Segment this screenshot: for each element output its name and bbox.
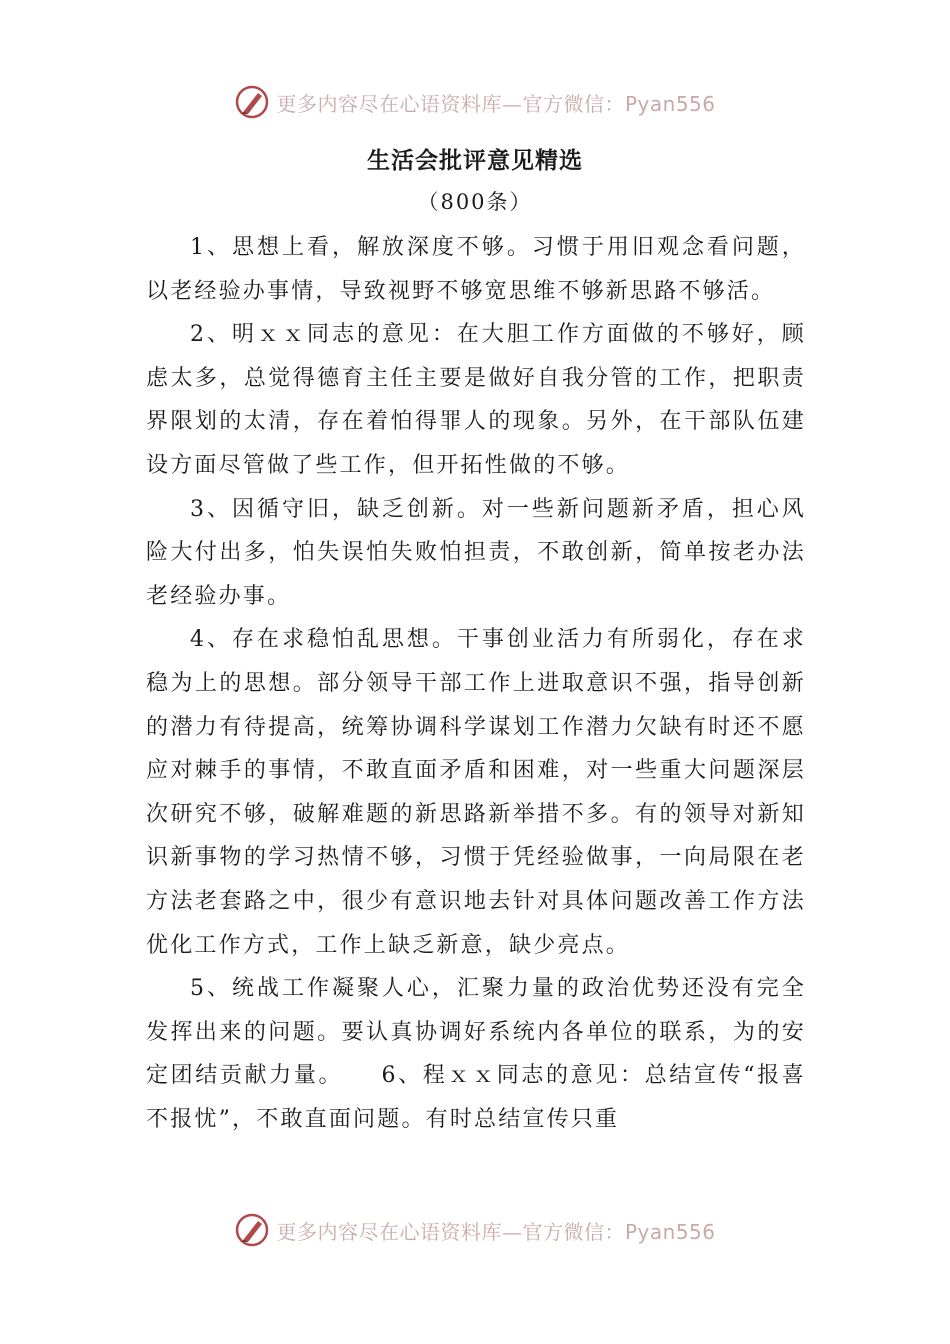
pen-logo-icon — [234, 1212, 270, 1248]
watermark-banner-bottom — [0, 1210, 950, 1250]
document-body — [146, 226, 806, 1141]
watermark-banner-top — [0, 82, 950, 122]
document-subtitle: （800条） — [417, 190, 533, 214]
wechat-id: Pyan556 — [624, 1219, 716, 1244]
paragraph: 3、因循守旧，缺乏创新。对一些新问题新矛盾，担心风险大付出多，怕失误怕失败怕担责，不敢创新，简单按老办法老经验办事。 — [146, 496, 806, 609]
paragraph: 5、统战工作凝聚人心，汇聚力量的政治优势还没有完全发挥出来的问题。要认真协调好系统内各单位的联系，为的安定团结贡献力量。 6、程ｘｘ同志的意见：总结宣传“报喜不报忧”，不敢直面问题。有时总结宣传只重 — [146, 976, 806, 1132]
document-title: 生活会批评意见精选 — [367, 147, 583, 174]
wechat-id: Pyan556 — [624, 91, 716, 116]
watermark-text: 更多内容尽在心语资料库—官方微信：Pyan556 — [276, 91, 716, 116]
pen-logo-icon — [234, 84, 270, 120]
paragraph: 2、明ｘｘ同志的意见：在大胆工作方面做的不够好，顾虑太多，总觉得德育主任主要是做好自我分管的工作，把职责界限划的太清，存在着怕得罪人的现象。另外，在干部队伍建设方面尽管做了些工作，但开拓性做的不够。 — [146, 322, 806, 478]
paragraph: 1、思想上看，解放深度不够。习惯于用旧观念看问题，以老经验办事情，导致视野不够宽思维不够新思路不够活。 — [146, 235, 806, 304]
paragraph: 4、存在求稳怕乱思想。干事创业活力有所弱化，存在求稳为上的思想。部分领导干部工作上进取意识不强，指导创新的潜力有待提高，统筹协调科学谋划工作潜力欠缺有时还不愿应对棘手的事情，不敢直面矛盾和困难，对一些重大问题深层次研究不够，破解难题的新思路新举措不多。有的领导对新知识新事物的学习热情不够，习惯于凭经验做事，一向局限在老方法老套路之中，很少有意识地去针对具体问题改善工作方法优化工作方式，工作上缺乏新意，缺少亮点。 — [146, 627, 806, 958]
watermark-text: 更多内容尽在心语资料库—官方微信：Pyan556 — [276, 1219, 716, 1244]
